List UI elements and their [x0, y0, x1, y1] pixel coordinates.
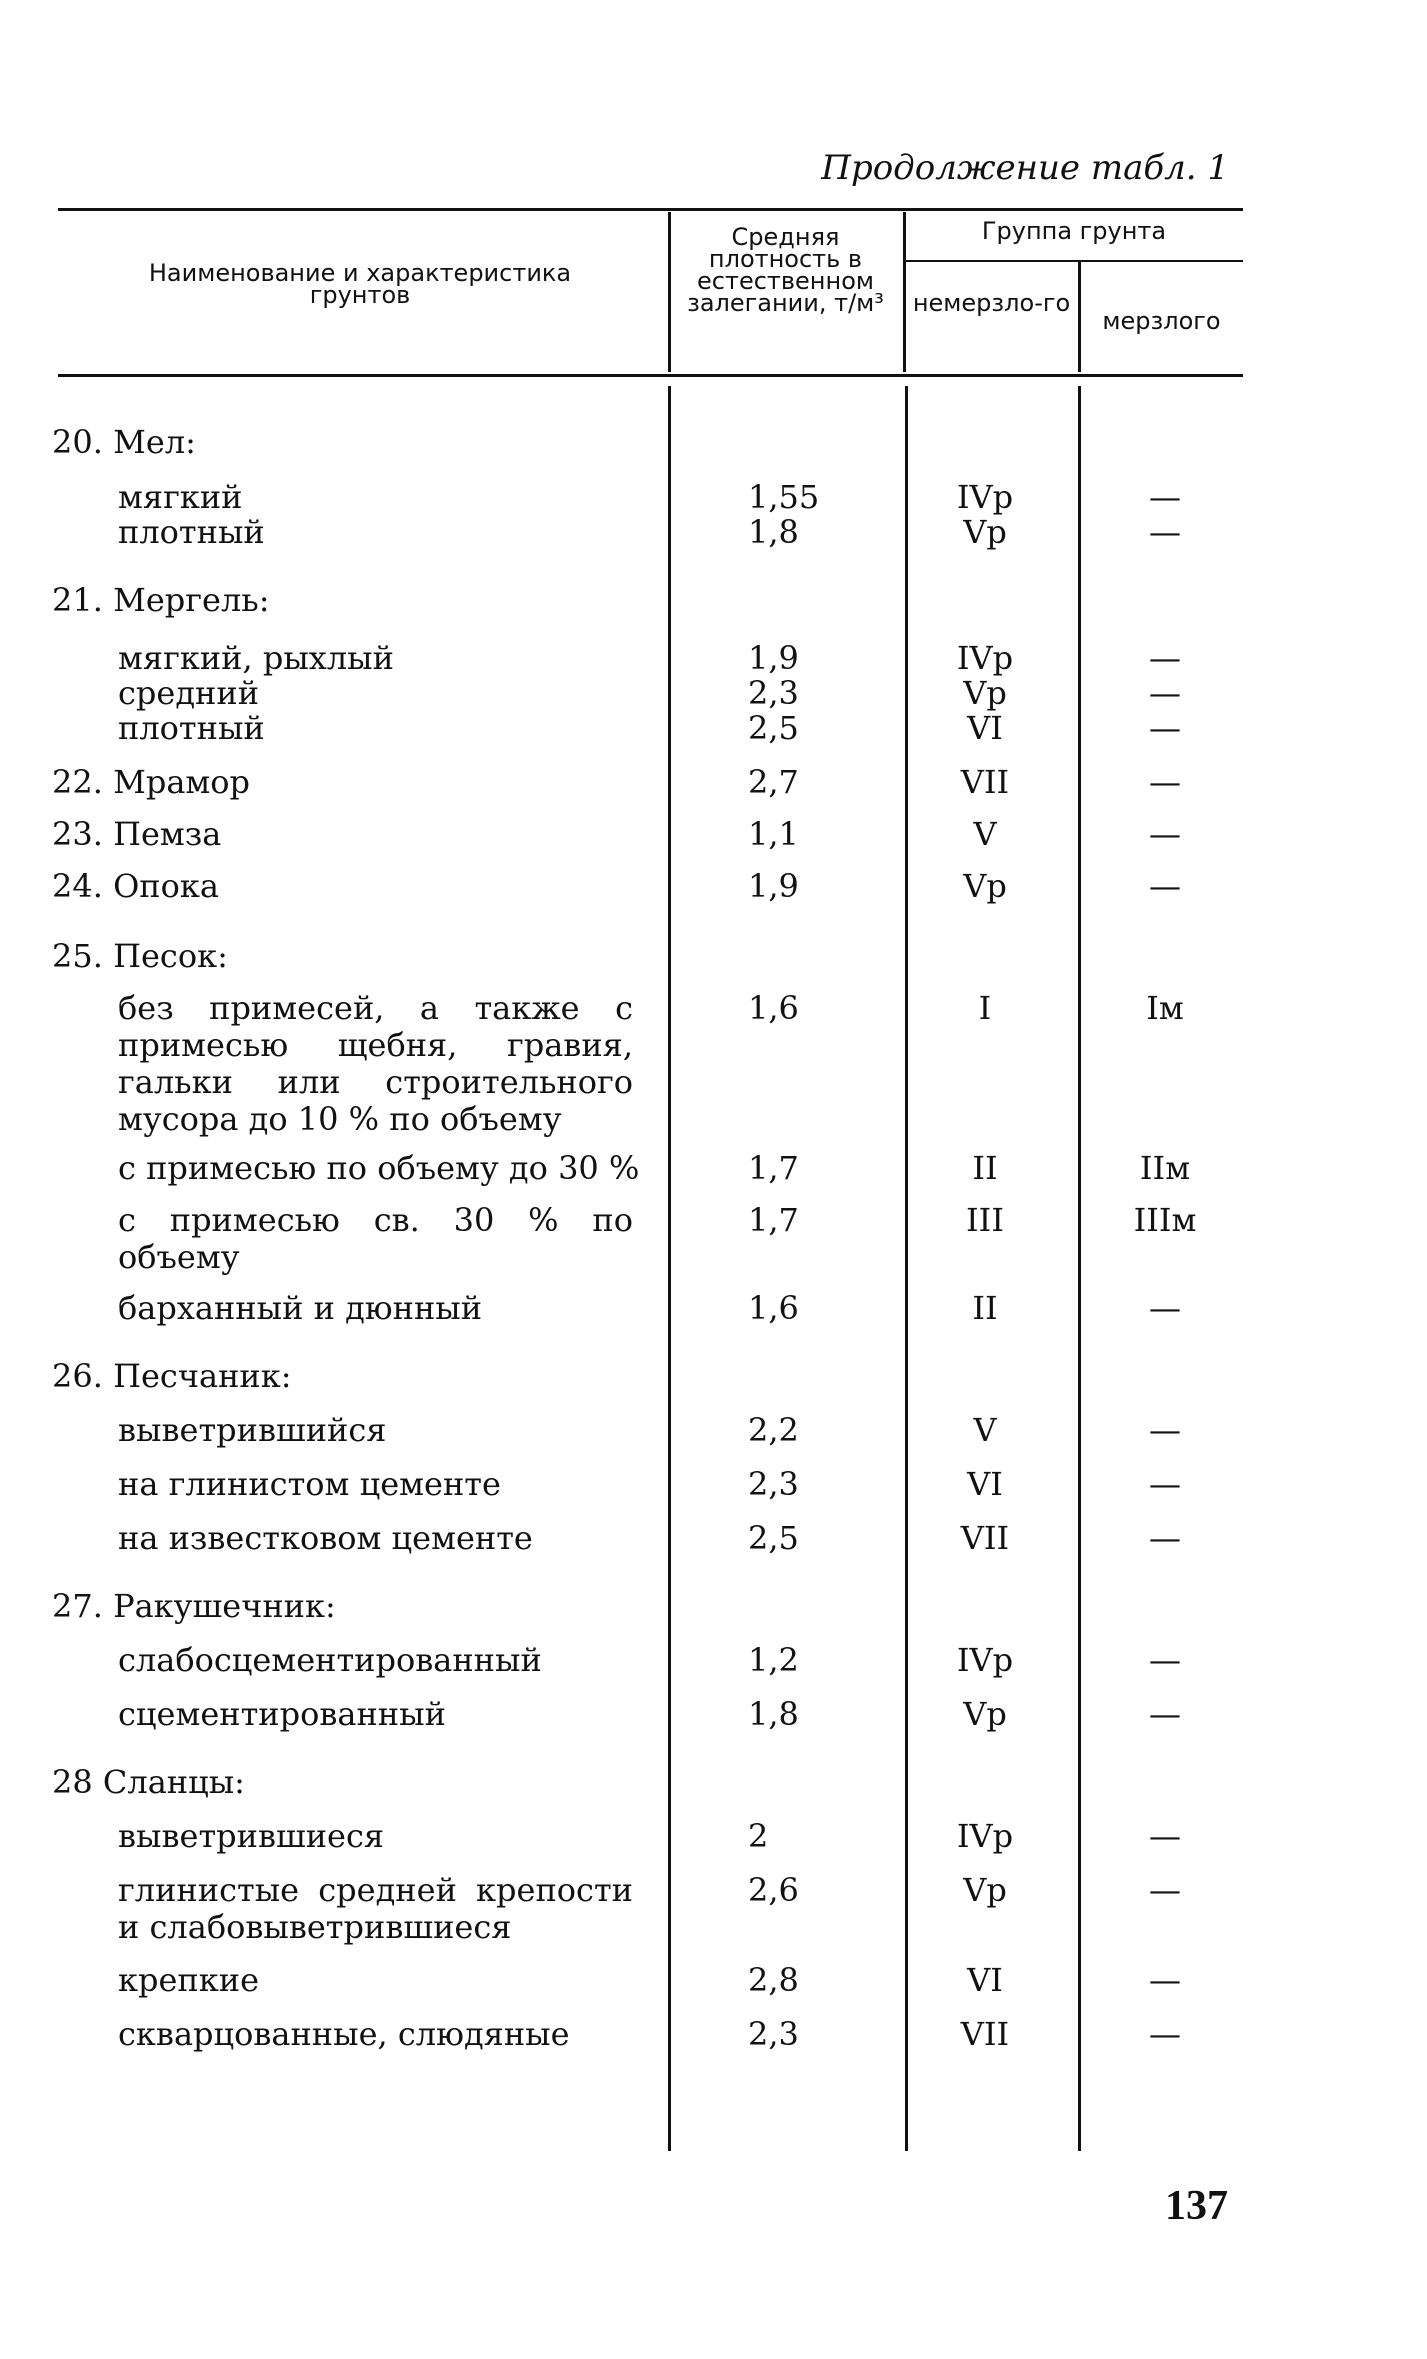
row-density: 2,3: [748, 2015, 799, 2053]
row-group-frozen: —: [1149, 1411, 1181, 1449]
row-name: плотный: [118, 709, 265, 747]
row-density: 2,5: [748, 709, 799, 747]
row-name: 28 Сланцы:: [52, 1763, 245, 1801]
row-name: глинистые средней крепости и слабовыветрившиеся: [118, 1871, 633, 1946]
header-frozen: мерзлого: [1102, 307, 1221, 335]
header-unfrozen: немерзло-го: [912, 289, 1071, 317]
row-group-unfrozen: VII: [960, 2015, 1010, 2053]
row-density: 2,2: [748, 1411, 799, 1449]
row-group-unfrozen: VII: [960, 1519, 1010, 1557]
row-group-frozen: —: [1149, 763, 1181, 801]
row-group-unfrozen: IVp: [956, 1817, 1014, 1855]
row-group-frozen: —: [1149, 815, 1181, 853]
row-group-unfrozen: VI: [967, 709, 1003, 747]
header-group: Группа грунта: [981, 217, 1167, 245]
row-name: 24. Опока: [52, 867, 219, 905]
row-group-unfrozen: Vp: [963, 1695, 1007, 1733]
row-group-frozen: —: [1149, 1961, 1181, 1999]
table-caption: Продолжение табл. 1: [821, 148, 1229, 188]
row-density: 1,1: [748, 815, 799, 853]
row-group-frozen: —: [1149, 1817, 1181, 1855]
row-density: 2,6: [748, 1871, 799, 1909]
row-density: 2,3: [748, 674, 799, 712]
row-group-unfrozen: Vp: [963, 674, 1007, 712]
row-name: 22. Мрамор: [52, 763, 251, 801]
header-bottom-rule: [58, 374, 1243, 377]
row-name: 27. Ракушечник:: [52, 1587, 336, 1625]
row-name: с примесью по объему до 30 %: [118, 1149, 640, 1187]
row-group-unfrozen: II: [972, 1149, 998, 1187]
row-group-frozen: Iм: [1146, 989, 1184, 1027]
row-group-frozen: —: [1149, 2015, 1181, 2053]
row-density: 1,7: [748, 1201, 799, 1239]
row-group-unfrozen: IVp: [956, 478, 1014, 516]
row-density: 2,7: [748, 763, 799, 801]
header-density: Средняя плотность в естественном залегании, т/м³: [687, 223, 884, 317]
body-divider-1: [668, 386, 671, 2151]
row-density: 1,8: [748, 513, 799, 551]
row-group-frozen: —: [1149, 674, 1181, 712]
row-name: барханный и дюнный: [118, 1289, 483, 1327]
row-name: выветрившиеся: [118, 1817, 385, 1855]
row-name: 20. Мел:: [52, 423, 196, 461]
row-name: скварцованные, слюдяные: [118, 2015, 570, 2053]
row-group-unfrozen: VI: [967, 1961, 1003, 1999]
row-name: мягкий: [118, 478, 243, 516]
row-name: 26. Песчаник:: [52, 1357, 292, 1395]
row-group-unfrozen: IVp: [956, 1641, 1014, 1679]
row-density: 1,9: [748, 867, 799, 905]
row-density: 1,55: [748, 478, 820, 516]
row-group-unfrozen: I: [978, 989, 992, 1027]
header-name: Наименование и характеристика грунтов: [148, 259, 572, 309]
row-group-unfrozen: VII: [960, 763, 1010, 801]
row-name: 25. Песок:: [52, 937, 228, 975]
row-name: слабосцементированный: [118, 1641, 542, 1679]
row-group-frozen: —: [1149, 1695, 1181, 1733]
row-name: средний: [118, 674, 260, 712]
table-top-rule: [58, 208, 1243, 211]
row-name: на глинистом цементе: [118, 1465, 501, 1503]
group-header-rule: [905, 260, 1243, 262]
row-group-frozen: —: [1149, 1465, 1181, 1503]
row-density: 1,9: [748, 639, 799, 677]
row-group-frozen: IIIм: [1133, 1201, 1197, 1239]
row-name: сцементированный: [118, 1695, 446, 1733]
row-density: 2,5: [748, 1519, 799, 1557]
row-group-frozen: —: [1149, 1641, 1181, 1679]
row-group-unfrozen: III: [966, 1201, 1004, 1239]
row-density: 1,2: [748, 1641, 799, 1679]
row-density: 2,8: [748, 1961, 799, 1999]
row-name: крепкие: [118, 1961, 260, 1999]
row-name: 21. Мергель:: [52, 581, 270, 619]
row-name: выветрившийся: [118, 1411, 387, 1449]
row-density: 2: [748, 1817, 769, 1855]
row-name: мягкий, рыхлый: [118, 639, 394, 677]
row-density: 2,3: [748, 1465, 799, 1503]
row-density: 1,7: [748, 1149, 799, 1187]
page-number: 137: [1165, 2183, 1228, 2229]
row-name: на известковом цементе: [118, 1519, 533, 1557]
row-group-frozen: —: [1149, 513, 1181, 551]
row-group-frozen: —: [1149, 709, 1181, 747]
row-density: 1,6: [748, 989, 799, 1027]
row-group-frozen: —: [1149, 1289, 1181, 1327]
row-density: 1,8: [748, 1695, 799, 1733]
row-group-unfrozen: Vp: [963, 513, 1007, 551]
body-divider-3: [1078, 386, 1081, 2151]
row-group-unfrozen: IVp: [956, 639, 1014, 677]
row-group-frozen: —: [1149, 1871, 1181, 1909]
row-group-frozen: IIм: [1139, 1149, 1191, 1187]
row-group-frozen: —: [1149, 639, 1181, 677]
row-group-unfrozen: Vp: [963, 1871, 1007, 1909]
row-group-frozen: —: [1149, 478, 1181, 516]
row-name: 23. Пемза: [52, 815, 222, 853]
row-group-unfrozen: Vp: [963, 867, 1007, 905]
row-group-unfrozen: II: [972, 1289, 998, 1327]
row-name: с примесью св. 30 % по объему: [118, 1201, 633, 1276]
row-group-frozen: —: [1149, 1519, 1181, 1557]
row-density: 1,6: [748, 1289, 799, 1327]
row-group-unfrozen: V: [973, 1411, 997, 1449]
row-group-unfrozen: V: [973, 815, 997, 853]
row-group-frozen: —: [1149, 867, 1181, 905]
row-group-unfrozen: VI: [967, 1465, 1003, 1503]
row-name: плотный: [118, 513, 265, 551]
row-name: без примесей, а также с примесью щебня, гравия, гальки или строительного мусора до 10 % по объему: [118, 989, 633, 1138]
